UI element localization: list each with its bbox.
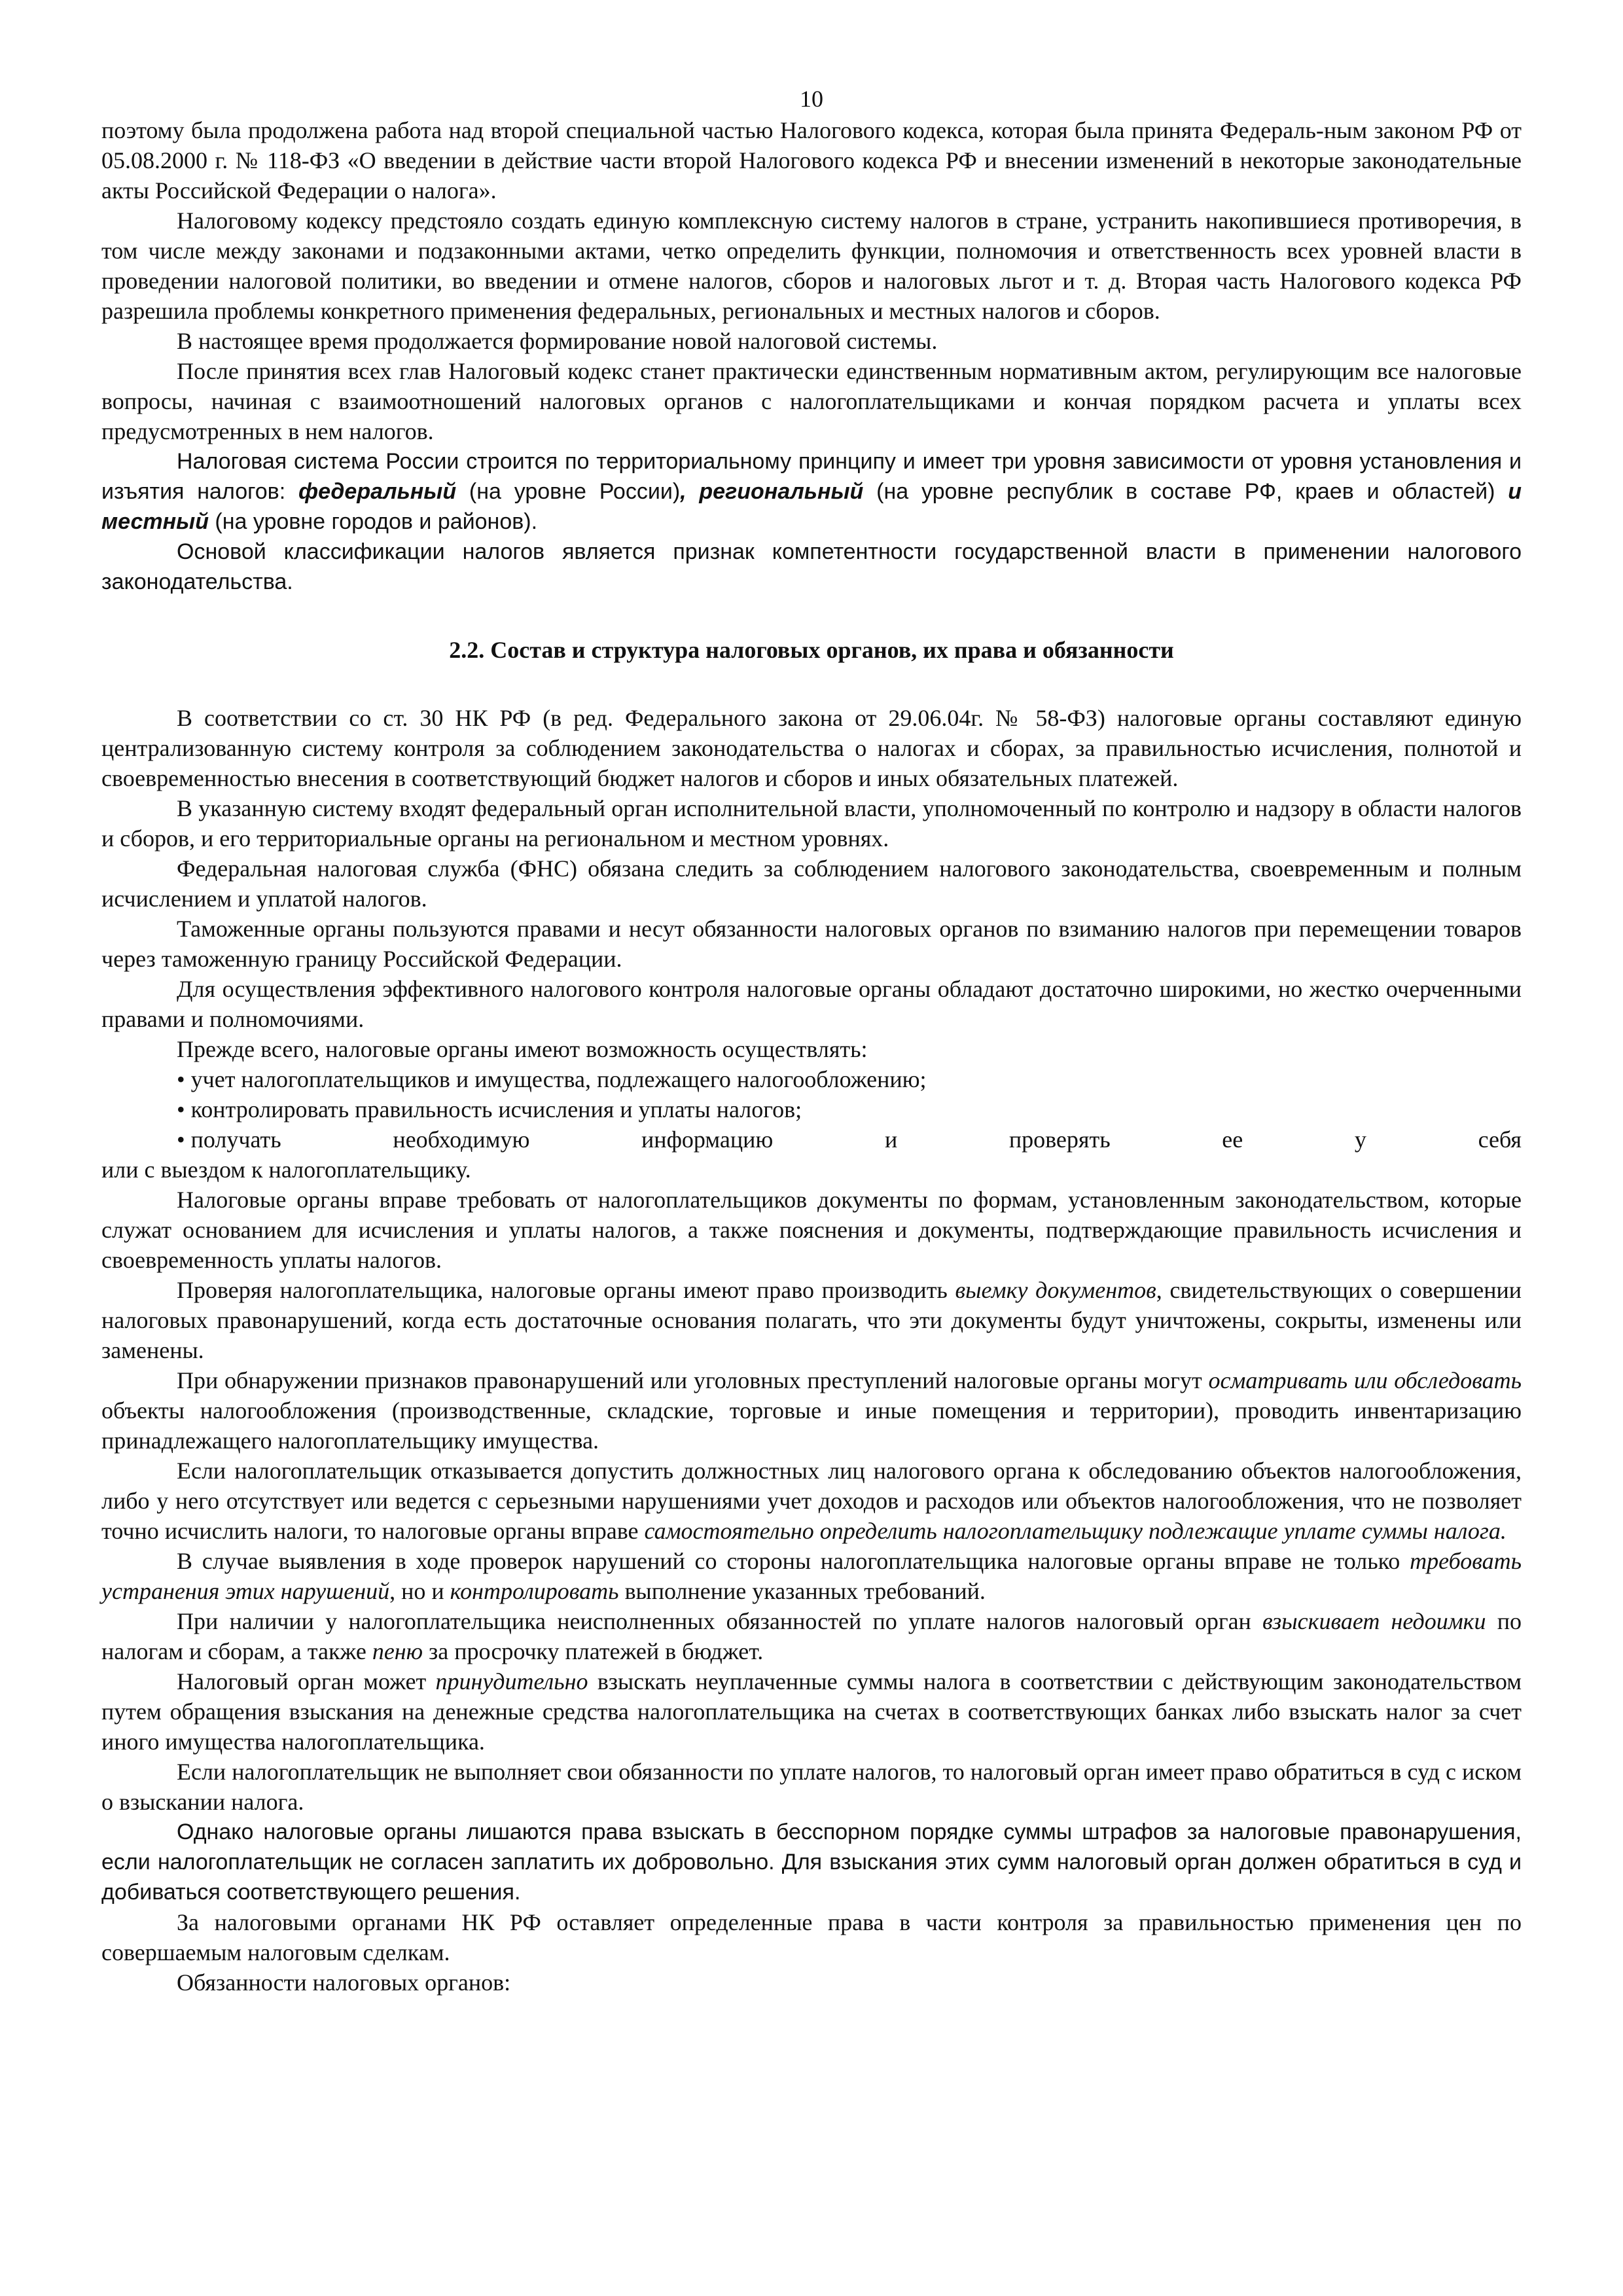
list-item: • контролировать правильность исчисления и уплаты налогов;	[177, 1096, 802, 1122]
paragraph	[101, 1606, 1522, 1666]
paragraph: В указанную систему входят федеральный орган исполнительной власти, уполномоченный по контролю и надзору в области налогов и сборов, и его территориальные органы на региональном и местном уровнях.	[101, 795, 1522, 852]
paragraph: Налоговому кодексу предстояло создать единую комплексную систему налогов в стране, устранить накопившиеся противоречия, в том числе между законами и подзаконными актами, четко определить функции, полномочия и ответственность всех уровней власти в проведении налоговой политики, во введении и отмене налогов, сборов и налоговых льгот и т. д. Вторая часть Налогового кодекса РФ разрешила проблемы конкретного применения федеральных, региональных и местных налогов и сборов.	[101, 207, 1522, 324]
tax-levels-paragraph	[101, 446, 1522, 537]
paragraph	[101, 1365, 1522, 1456]
text-run: Проверяя налогоплательщика, налоговые органы имеют право производить	[177, 1277, 955, 1303]
text-run: В случае выявления в ходе проверок нарушений со стороны налогоплательщика налоговые органы вправе не только	[177, 1548, 1410, 1574]
text-run: , но и	[389, 1578, 450, 1604]
paragraph: Налоговые органы вправе требовать от налогоплательщиков документы по формам, установленным законодательством, которые служат основанием для исчисления и уплаты налогов, а также пояснения и документы, подтверждающие правильность исчисления и своевременность уплаты налогов.	[101, 1187, 1522, 1273]
paragraph: Таможенные органы пользуются правами и несут обязанности налоговых органов по взиманию налогов при перемещении товаров через таможенную границу Российской Федерации.	[101, 916, 1522, 972]
italic-term: контролировать	[450, 1578, 619, 1604]
italic-term: принудительно	[435, 1668, 588, 1695]
text-run: Налоговый орган может	[177, 1668, 436, 1695]
word: ее	[1222, 1126, 1243, 1153]
list-item: • учет налогоплательщиков и имущества, подлежащего налогообложению;	[177, 1066, 927, 1092]
text-run: по налогам и сборам, а также	[101, 1608, 1522, 1664]
text-run: Если налогоплательщик отказывается допустить должностных лиц налогового органа к обследованию объектов налогообложения, либо у него отсутствует или ведется с серьезными нарушениями учет доходов и расходов или объектов налогообложения, что не позволяет точно исчислить налоги, то налоговые органы вправе	[101, 1458, 1522, 1544]
paragraph: поэтому была продолжена работа над второй специальной частью Налогового кодекса, которая была принята Федераль-ным законом РФ от 05.08.2000 г. № 118-ФЗ «О введении в действие части второй Налогового кодекса РФ и внесении изменений в некоторые законодательные акты Российской Федерации о налога».	[101, 117, 1522, 204]
tax-levels-intro: Налоговая система России строится по территориальному принципу и имеет три уровня зависимости от уровня установления и изъятия налогов:	[101, 449, 1522, 504]
word: себя	[1478, 1126, 1522, 1153]
level-local-note: (на уровне городов и районов).	[208, 509, 538, 534]
paragraph: Прежде всего, налоговые органы имеют возможность осуществлять:	[177, 1036, 868, 1062]
word: у	[1354, 1126, 1366, 1153]
italic-term: осматривать или обследовать	[1208, 1367, 1522, 1393]
italic-term: взыскивает недоимки	[1262, 1608, 1486, 1634]
level-local: и местный	[101, 479, 1522, 534]
paragraph: Обязанности налоговых органов:	[177, 1969, 511, 1996]
word: проверять	[1008, 1126, 1111, 1153]
level-federal: федеральный	[298, 479, 457, 504]
italic-term: выемку документов	[955, 1277, 1156, 1303]
paragraph: За налоговыми органами НК РФ оставляет определенные права в части контроля за правильностью применения цен по совершаемым налоговым сделкам.	[101, 1909, 1522, 1965]
section-heading: 2.2. Состав и структура налоговых органов, их права и обязанности	[449, 637, 1174, 663]
list-item-continuation: или с выездом к налогоплательщику.	[101, 1157, 471, 1183]
paragraph: Федеральная налоговая служба (ФНС) обязана следить за соблюдением налогового законодательства, своевременным и полным исчислением и уплатой налогов.	[101, 855, 1522, 912]
italic-term: пеню	[372, 1638, 423, 1664]
list-item-spread-line	[101, 1124, 1522, 1155]
paragraph: В настоящее время продолжается формирование новой налоговой системы.	[177, 328, 938, 354]
word: необходимую	[393, 1126, 530, 1153]
text-run: объекты налогообложения (производственные, складские, торговые и иные помещения и территории), проводить инвентаризацию принадлежащего налогоплательщику имущества.	[101, 1397, 1522, 1454]
paragraph	[101, 1456, 1522, 1546]
text-run: При наличии у налогоплательщика неисполненных обязанностей по уплате налогов налоговый орган	[177, 1608, 1263, 1634]
italic-term: самостоятельно определить налогоплательщику подлежащие уплате суммы налога.	[644, 1518, 1507, 1544]
paragraph: Для осуществления эффективного налогового контроля налоговые органы обладают достаточно широкими, но жестко очерченными правами и полномочиями.	[101, 976, 1522, 1032]
word: • получать	[177, 1126, 281, 1153]
text-run: выполнение указанных требований.	[618, 1578, 986, 1604]
page-number: 10	[800, 86, 823, 112]
paragraph: Если налогоплательщик не выполняет свои обязанности по уплате налогов, то налоговый орган имеет право обратиться в суд с иском о взыскании налога.	[101, 1759, 1522, 1815]
paragraph: После принятия всех глав Налоговый кодекс станет практически единственным нормативным актом, регулирующим все налоговые вопросы, начиная с взаимоотношений налоговых органов с налогоплательщиками и кончая порядком расчета и уплаты всех предусмотренных в нем налогов.	[101, 358, 1522, 444]
text-run: взыскать неуплаченные суммы налога в соответствии с действующим законодательством путем обращения взыскания на денежные средства налогоплательщика на счетах в соответствующих банках либо взыскать налог за счет иного имущества налогоплательщика.	[101, 1668, 1522, 1755]
italic-term: требовать устранения этих нарушений	[101, 1548, 1522, 1604]
word: и	[884, 1126, 898, 1153]
classification-paragraph: Основой классификации налогов является признак компетентности государственной власти в применении налогового законодательства.	[101, 539, 1522, 594]
text-run: , свидетельствующих о совершении налоговых правонарушений, когда есть достаточные основания полагать, что эти документы будут уничтожены, сокрыты, изменены или заменены.	[101, 1277, 1522, 1363]
text-run: При обнаружении признаков правонарушений или уголовных преступлений налоговые органы могут	[177, 1367, 1209, 1393]
paragraph	[101, 1275, 1522, 1365]
paragraph: В соответствии со ст. 30 НК РФ (в ред. Федерального закона от 29.06.04г. № 58-ФЗ) налоговые органы составляют единую централизованную систему контроля за соблюдением законодательства о налогах и сборах, за правильностью исчисления, полнотой и своевременностью внесения в соответствующий бюджет налогов и сборов и иных обязательных платежей.	[101, 705, 1522, 791]
level-federal-note: (на уровне России)	[456, 479, 681, 504]
paragraph	[101, 1666, 1522, 1757]
level-regional-note: (на уровне республик в составе РФ, краев и областей)	[863, 479, 1508, 504]
document-page	[101, 84, 1522, 1998]
paragraph	[101, 1546, 1522, 1606]
word: информацию	[641, 1126, 774, 1153]
text-run: за просрочку платежей в бюджет.	[423, 1638, 764, 1664]
level-regional: , региональный	[680, 479, 864, 504]
penalty-paragraph: Однако налоговые органы лишаются права взыскать в бесспорном порядке суммы штрафов за налоговые правонарушения, если налогоплательщик не согласен заплатить их добровольно. Для взыскания этих сумм налоговый орган должен обратиться в суд и добиваться соответствующего решения.	[101, 1820, 1522, 1905]
